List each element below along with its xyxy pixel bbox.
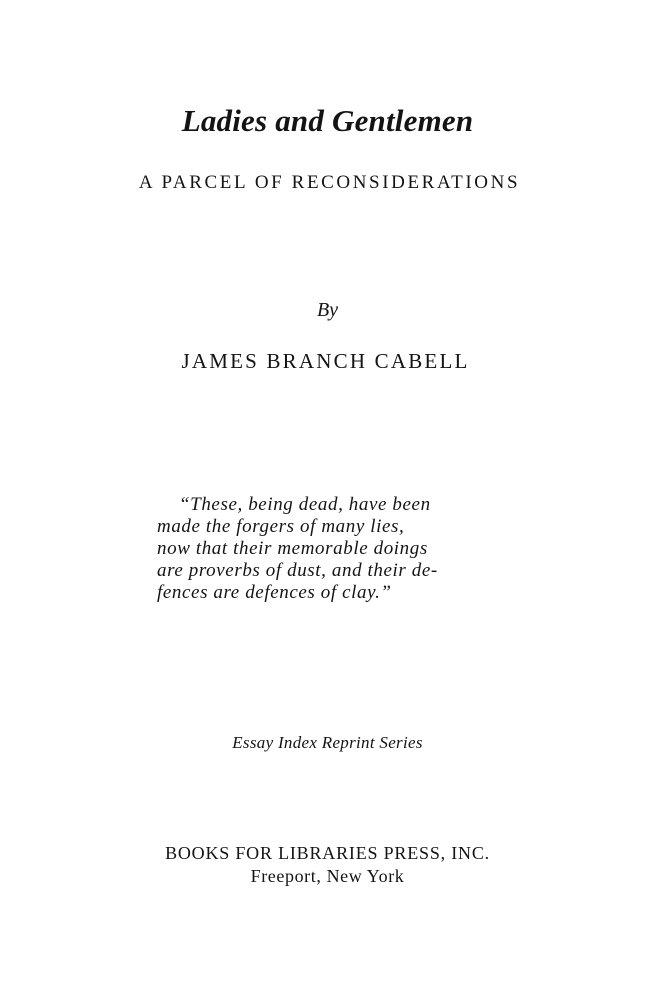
publisher-name: BOOKS FOR LIBRARIES PRESS, INC. [165,843,490,863]
epigraph-line: “These, being dead, have been [179,494,431,515]
epigraph [157,494,497,604]
epigraph-line: fences are defences of clay.” [157,582,392,603]
epigraph-line: made the forgers of many lies, [157,516,405,537]
book-subtitle: A PARCEL OF RECONSIDERATIONS [138,172,521,193]
author-name: JAMES BRANCH CABELL [181,349,470,373]
publisher-place: Freeport, New York [250,866,405,886]
epigraph-line: are proverbs of dust, and their de- [157,560,438,581]
by-label: By [316,299,339,321]
series-name: Essay Index Reprint Series [232,733,423,752]
book-title: Ladies and Gentlemen [181,103,474,138]
epigraph-line: now that their memorable doings [157,538,428,559]
